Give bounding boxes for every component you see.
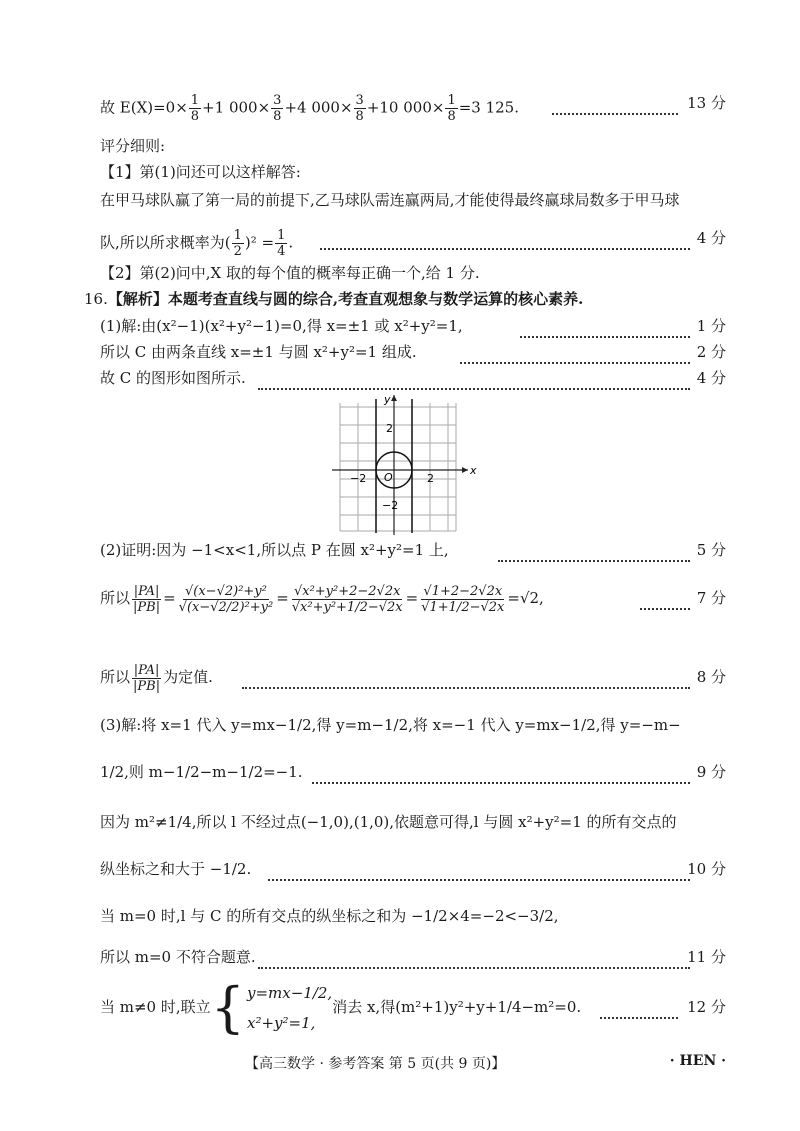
svg-text:2: 2 xyxy=(386,422,393,435)
graph-figure xyxy=(332,393,480,535)
svg-text:2: 2 xyxy=(427,472,434,485)
footer-tag: · HEN · xyxy=(669,1053,726,1069)
grading-title: 评分细则: xyxy=(100,137,166,155)
note-1: 【1】第(1)问还可以这样解答: xyxy=(100,163,301,181)
svg-text:x: x xyxy=(470,464,477,477)
footer-title: 【高三数学 · 参考答案 第 5 页(共 9 页)】 xyxy=(245,1056,506,1072)
svg-text:−2: −2 xyxy=(350,472,367,485)
svg-text:y: y xyxy=(384,393,391,406)
svg-text:O: O xyxy=(384,471,393,484)
score: 13 分 xyxy=(687,94,726,112)
svg-text:−2: −2 xyxy=(382,499,399,512)
note-2: 【2】第(2)问中,X 取的每个值的概率每正确一个,给 1 分. xyxy=(100,264,480,282)
score: 4 分 xyxy=(696,229,726,247)
paragraph: 在甲马球队赢了第一局的前提下,乙马球队需连赢两局,才能使得最终赢球局数多于甲马球 xyxy=(100,191,680,209)
